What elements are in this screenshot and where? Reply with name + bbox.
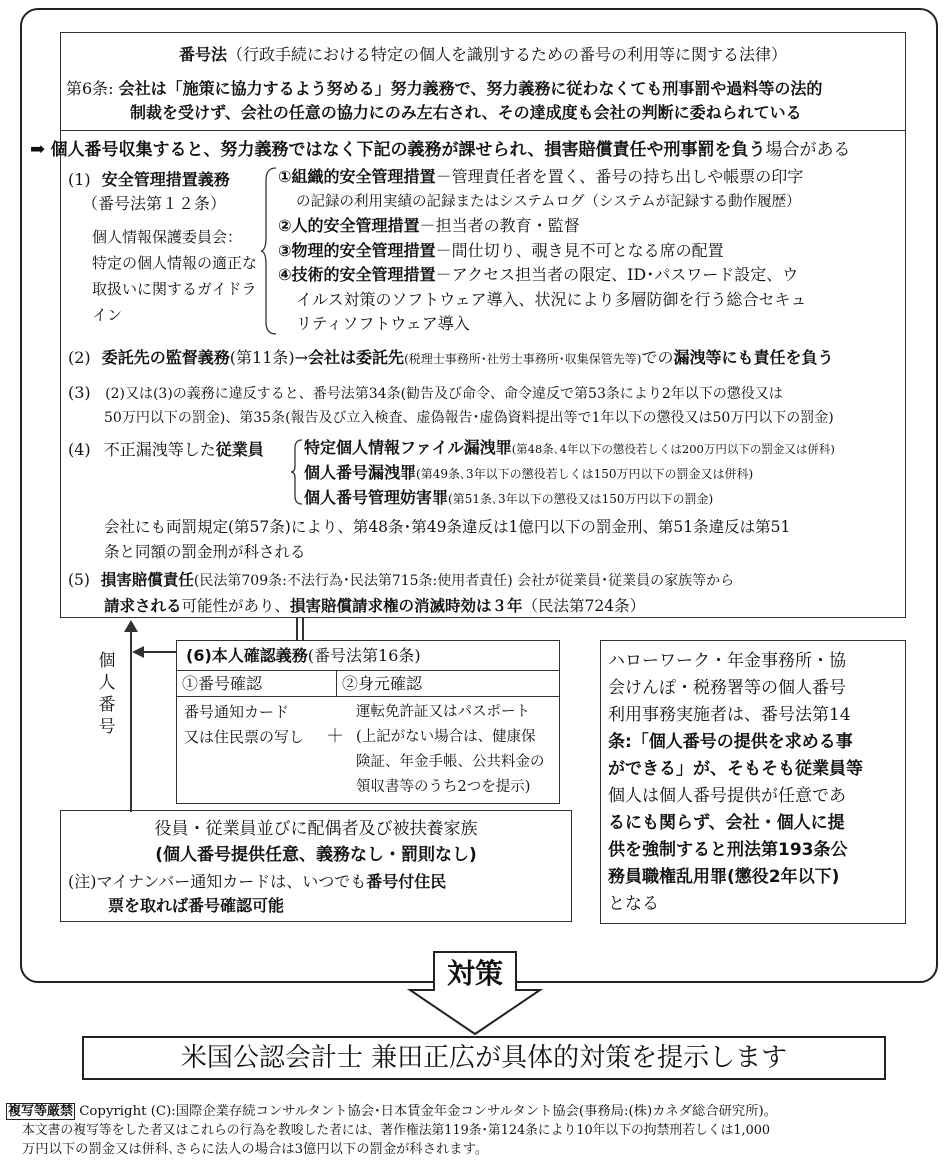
connector — [296, 618, 298, 640]
plus-sign: ＋ — [326, 726, 344, 747]
obligation-intro: ➡ 個人番号収集すると、努力義務ではなく下記の義務が課せられ、損害賠償責任や刑事罰を負う場合がある — [30, 139, 851, 160]
item4-lead: (4) 不正漏洩等した従業員 — [68, 440, 264, 459]
up-arrow-icon — [120, 618, 180, 814]
no-copy-stamp: 複写等厳禁 — [8, 1104, 74, 1119]
employees-status: (個人番号提供任意、義務なし・罰則なし) — [155, 845, 477, 865]
dual-penalty: 会社にも両罰規定(第57条)により、第48条･第49条違反は1億円以下の罰金刑、第51条違反は第51 条と同額の罰金刑が科される — [104, 518, 791, 561]
right-arrow-icon: ➡ — [30, 139, 46, 160]
countermeasure-label: 対策 — [446, 957, 503, 990]
measure-physical: ③物理的安全管理措置－間仕切り、覗き見不可となる席の配置 — [278, 240, 724, 260]
cpa-banner-text: 米国公認会計士 兼田正広が具体的対策を提示します — [180, 1043, 788, 1073]
law-title: 番号法（行政手続における特定の個人を識別するための番号の利用等に関する法律） — [178, 45, 788, 64]
item4-brace — [290, 438, 304, 506]
crime-list — [304, 436, 835, 511]
divider — [60, 130, 906, 131]
employees-title: 役員・従業員並びに配偶者及び被扶養家族 — [154, 819, 478, 839]
item1-ref: （番号法第１２条） — [82, 194, 227, 213]
personal-number-label: 個人番号 — [98, 651, 116, 737]
item6-title: (6)本人確認義務(番号法第16条) — [186, 646, 421, 665]
item3-violation: (3) (2)又は(3)の義務に違反すると、番号法第34条(勧告及び命令、命令違反で第53条により2年以下の懲役又は 50万円以下の罰金)、第35条(報告及び立入検査、虚偽報告･虚偽資料提出等で1年以下の懲役又は50万円以下の罰金) — [68, 383, 834, 426]
public-agency-text: ハローワーク・年金事務所・協 会けんぽ・税務署等の個人番号 利用事務実施者は、番号法第14 条:「個人番号の提供を求める事 ができる」が、そもそも従業員等 個人は個人番号提供が任意であ るにも関らず、会社・個人に提 供を強制すると刑法第193条公 務員職権乱用罪(懲役2年以下) となる — [608, 651, 863, 914]
article6-line2: 制裁を受けず、会社の任意の協力にのみ左右され、その達成度も会社の判断に委ねられている — [130, 103, 802, 122]
measure-human: ②人的安全管理措置－担当者の教育・監督 — [278, 216, 580, 235]
number-check-docs: 番号通知カード 又は住民票の写し — [184, 703, 305, 746]
identity-check-header: ②身元確認 — [342, 674, 423, 693]
measure-organizational: ①組織的安全管理措置－管理責任者を置く、番号の持ち出しや帳票の印字 — [278, 167, 804, 186]
item2-supervision: (2) 委託先の監督義務(第11条)→会社は委託先(税理士事務所･社労士事務所･収集保管先等)での漏洩等にも責任を負う — [68, 348, 834, 367]
item5-damages: (5) 損害賠償責任(民法第709条:不法行為･民法第715条:使用者責任) 会社が従業員･従業員の家族等から 請求される可能性があり、損害賠償請求権の消滅時効は３年（民法第724条） — [68, 571, 735, 615]
connector — [302, 618, 304, 640]
measure-technical: ④技術的安全管理措置－アクセス担当者の限定、ID･パスワード設定、ウ — [278, 265, 799, 284]
safety-measures-list: ①組織的安全管理措置－管理責任者を置く、番号の持ち出しや帳票の印字 の記録の利用実績の記録またはシステムログ（システムが記録する動作履歴） ②人的安全管理措置－担当者の教育・監督 ③物理的安全管理措置－間仕切り、覗き見不可となる席の配置 ④技術的安全管理措置－アクセス担当者の限定、ID･パスワード設定、ウ イルス対策のソフトウェア導入、状況により多層防御を行う総合セキュ リティソフトウェア導入 — [278, 167, 807, 333]
number-check-header: ①番号確認 — [182, 674, 263, 693]
identity-check-docs: 運転免許証又はパスポート (上記がない場合は、健康保 険証、年金手帳、公共料金の 領収書等のうち2つを提示) — [356, 704, 545, 795]
my-number-note: (注)マイナンバー通知カードは、いつでも番号付住民 票を取れば番号確認可能 — [68, 872, 447, 915]
crime-file-leak: 特定個人情報ファイル漏洩罪(第48条､4年以下の懲役若しくは200万円以下の罰金又は併科) — [304, 438, 835, 457]
item1-heading: (1) 安全管理措置義務 — [68, 170, 230, 189]
article6-line1: 第6条: 会社は「施策に協力するよう努める」努力義務で、努力義務に従わなくても刑事罰や過料等の法的 — [66, 79, 823, 98]
crime-number-leak: 個人番号漏洩罪(第49条､3年以下の懲役若しくは150万円以下の罰金又は併科) — [304, 463, 754, 482]
copyright-footer: 複写等厳禁 Copyright (C):国際企業存続コンサルタント協会･日本賃金年金コンサルタント協会(事務局:(株)カネダ総合研究所)。 本文書の複写等をした者又はこれらの行為を教唆した者には、著作権法第119条･第124条により10年以下の拘禁刑若しくは1,000 万円以下の罰金又は併科､さらに法人の場合は3億円以下の罰金が科されます。 — [8, 1104, 777, 1157]
crime-management-obstruction: 個人番号管理妨害罪(第51条､3年以下の懲役又は150万円以下の罰金) — [304, 488, 714, 507]
guideline-note: 個人情報保護委員会： 特定の個人情報の適正な 取扱いに関するガイドラ イン — [92, 228, 258, 324]
item1-brace — [260, 166, 278, 336]
